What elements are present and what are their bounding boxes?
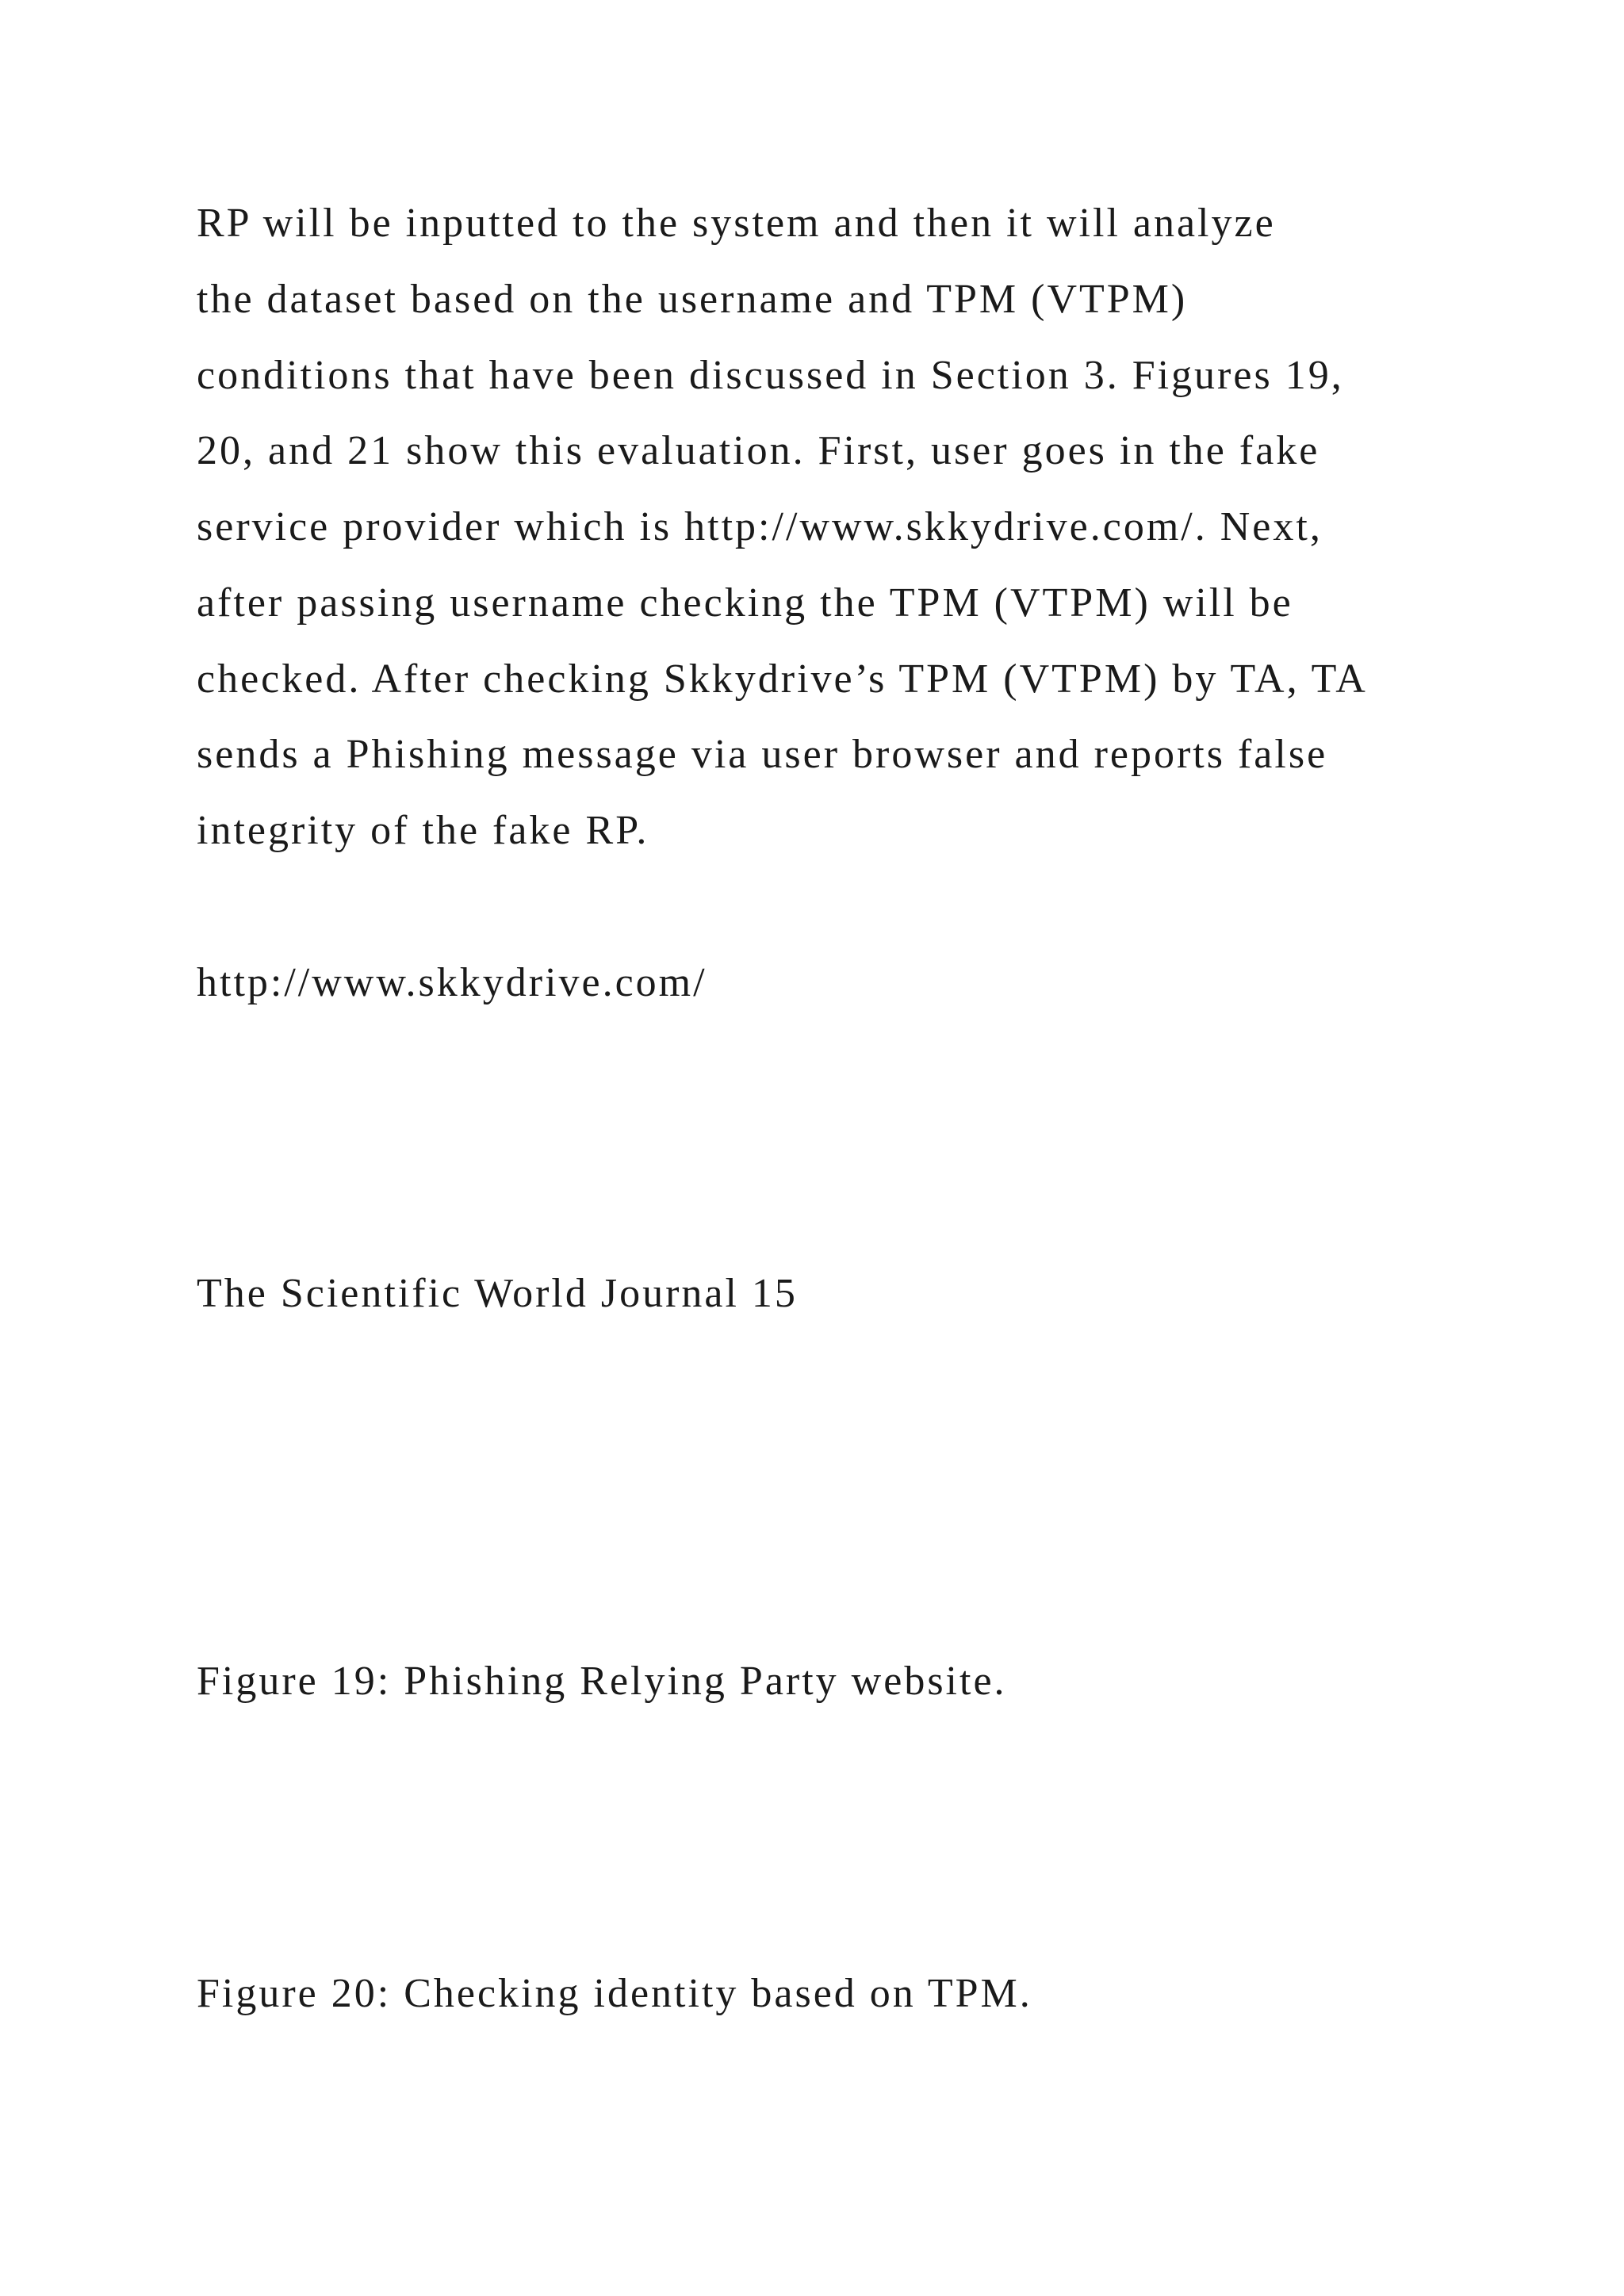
paragraph-line: 20, and 21 show this evaluation. First, user goes in the fake — [197, 428, 1320, 473]
figure-19-caption: Figure 19: Phishing Relying Party website. — [197, 1659, 1007, 1704]
url-line: http://www.skkydrive.com/ — [197, 960, 707, 1005]
paragraph-line: RP will be inputted to the system and then it will analyze — [197, 201, 1276, 246]
paragraph-line: sends a Phishing message via user browser and reports false — [197, 732, 1328, 777]
paragraph-line: conditions that have been discussed in Section 3. Figures 19, — [197, 353, 1344, 398]
paragraph-line: checked. After checking Skkydrive’s TPM (VTPM) by TA, TA — [197, 656, 1368, 702]
paragraph-line: after passing username checking the TPM (VTPM) will be — [197, 580, 1293, 626]
paragraph-line: service provider which is http://www.skkydrive.com/. Next, — [197, 504, 1323, 549]
paragraph-line: the dataset based on the username and TPM (VTPM) — [197, 277, 1188, 322]
figure-20-caption: Figure 20: Checking identity based on TPM. — [197, 1971, 1032, 2016]
paragraph-line: integrity of the fake RP. — [197, 808, 649, 853]
running-header: The Scientific World Journal 15 — [197, 1271, 798, 1316]
